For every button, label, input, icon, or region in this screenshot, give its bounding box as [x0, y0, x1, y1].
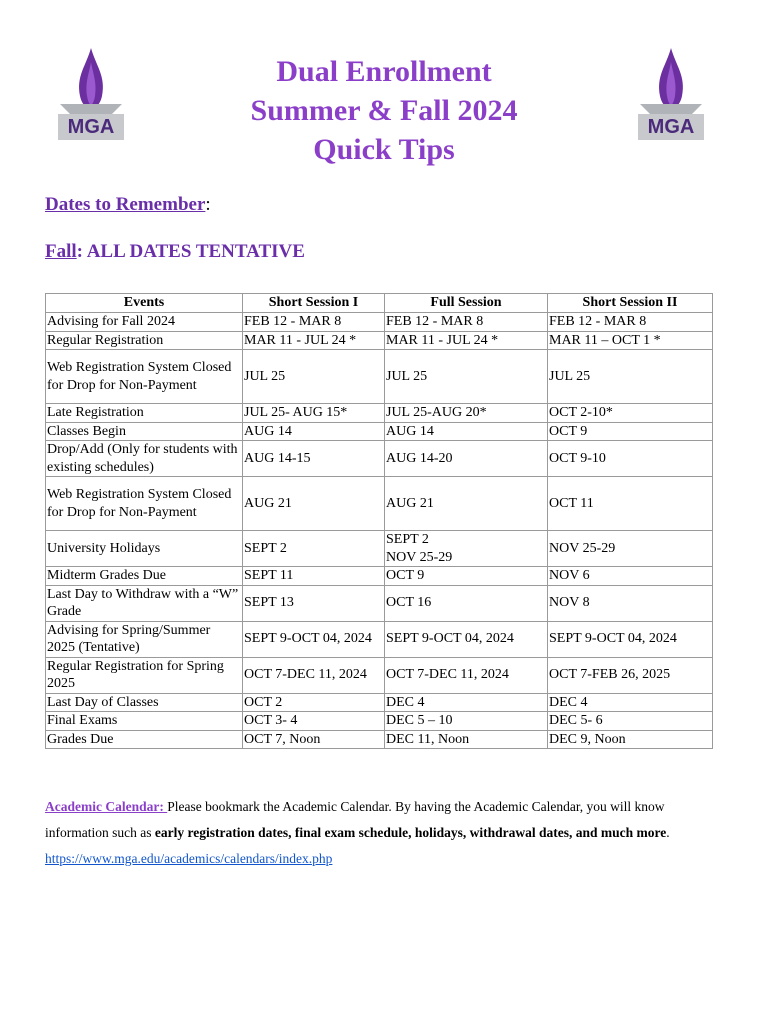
page-title: [160, 52, 608, 169]
dates-table: [45, 293, 713, 749]
table-row: [46, 621, 713, 657]
table-row: [46, 422, 713, 441]
mga-logo-right: [636, 44, 706, 144]
cell-short-session-2: SEPT 9-OCT 04, 2024: [548, 621, 713, 657]
table-row: [46, 477, 713, 531]
fall-heading-rest: : ALL DATES TENTATIVE: [76, 241, 305, 262]
academic-calendar-note: [45, 794, 725, 872]
cell-full-session: MAR 11 - JUL 24 *: [385, 331, 548, 350]
cell-event: University Holidays: [46, 531, 243, 567]
header-events: Events: [46, 294, 243, 313]
table-row: [46, 730, 713, 749]
academic-calendar-link[interactable]: https://www.mga.edu/academics/calendars/index.php: [45, 851, 333, 866]
table-row: [46, 441, 713, 477]
cell-short-session-2: DEC 4: [548, 693, 713, 712]
cell-full-session: AUG 14-20: [385, 441, 548, 477]
cell-event: Regular Registration: [46, 331, 243, 350]
cell-short-session-2: MAR 11 – OCT 1 *: [548, 331, 713, 350]
cell-short-session-2: OCT 2-10*: [548, 404, 713, 423]
table-row: [46, 585, 713, 621]
cell-short-session-1: FEB 12 - MAR 8: [243, 313, 385, 332]
cell-full-session: OCT 7-DEC 11, 2024: [385, 657, 548, 693]
title-line-3: Quick Tips: [313, 133, 455, 166]
table-row: [46, 657, 713, 693]
cell-event: Advising for Fall 2024: [46, 313, 243, 332]
logo-text: MGA: [647, 116, 695, 138]
cell-short-session-2: OCT 11: [548, 477, 713, 531]
cell-short-session-2: OCT 9: [548, 422, 713, 441]
academic-calendar-bold: early registration dates, final exam schedule, holidays, withdrawal dates, and much more: [154, 825, 667, 840]
table-row: [46, 404, 713, 423]
table-row: [46, 531, 713, 567]
logo-text: MGA: [67, 116, 115, 138]
cell-event: Regular Registration for Spring 2025: [46, 657, 243, 693]
table-header-row: [46, 294, 713, 313]
fall-heading: [45, 241, 305, 263]
cell-short-session-2: OCT 7-FEB 26, 2025: [548, 657, 713, 693]
cell-short-session-1: OCT 7-DEC 11, 2024: [243, 657, 385, 693]
table-row: [46, 350, 713, 404]
header-short-session-1: Short Session I: [243, 294, 385, 313]
cell-full-session: FEB 12 - MAR 8: [385, 313, 548, 332]
academic-calendar-text: Please bookmark the Academic Calendar. By having the Academic Calendar, you will know information such as: [45, 799, 665, 840]
cell-short-session-2: OCT 9-10: [548, 441, 713, 477]
table-row: [46, 567, 713, 586]
cell-event: Midterm Grades Due: [46, 567, 243, 586]
cell-short-session-2: JUL 25: [548, 350, 713, 404]
cell-short-session-1: SEPT 13: [243, 585, 385, 621]
cell-event: Late Registration: [46, 404, 243, 423]
cell-short-session-2: DEC 5- 6: [548, 712, 713, 731]
cell-full-session: AUG 21: [385, 477, 548, 531]
header-full-session: Full Session: [385, 294, 548, 313]
table-row: [46, 313, 713, 332]
cell-full-session: SEPT 2 NOV 25-29: [385, 531, 548, 567]
mga-logo-left: [56, 44, 126, 144]
header-short-session-2: Short Session II: [548, 294, 713, 313]
academic-calendar-label: Academic Calendar:: [45, 799, 168, 814]
cell-full-session: JUL 25-AUG 20*: [385, 404, 548, 423]
dates-heading-label: Dates to Remember: [45, 194, 206, 215]
cell-short-session-1: AUG 14-15: [243, 441, 385, 477]
table-row: [46, 693, 713, 712]
cell-event: Grades Due: [46, 730, 243, 749]
cell-short-session-1: OCT 3- 4: [243, 712, 385, 731]
cell-short-session-1: SEPT 11: [243, 567, 385, 586]
cell-short-session-1: SEPT 9-OCT 04, 2024: [243, 621, 385, 657]
dates-to-remember-heading: [45, 194, 211, 216]
cell-event: Last Day of Classes: [46, 693, 243, 712]
cell-full-session: JUL 25: [385, 350, 548, 404]
title-line-1: Dual Enrollment: [276, 55, 492, 88]
cell-short-session-1: JUL 25- AUG 15*: [243, 404, 385, 423]
dates-heading-colon: :: [205, 194, 211, 215]
cell-full-session: DEC 5 – 10: [385, 712, 548, 731]
cell-short-session-1: AUG 14: [243, 422, 385, 441]
fall-heading-label: Fall: [45, 241, 77, 262]
table-row: [46, 712, 713, 731]
cell-short-session-1: JUL 25: [243, 350, 385, 404]
cell-short-session-2: DEC 9, Noon: [548, 730, 713, 749]
cell-event: Classes Begin: [46, 422, 243, 441]
cell-event: Drop/Add (Only for students with existing schedules): [46, 441, 243, 477]
cell-short-session-1: OCT 7, Noon: [243, 730, 385, 749]
cell-full-session: OCT 16: [385, 585, 548, 621]
cell-short-session-2: NOV 6: [548, 567, 713, 586]
table-row: [46, 331, 713, 350]
academic-calendar-period: .: [666, 825, 670, 840]
cell-short-session-1: MAR 11 - JUL 24 *: [243, 331, 385, 350]
cell-full-session: DEC 4: [385, 693, 548, 712]
cell-short-session-1: AUG 21: [243, 477, 385, 531]
cell-full-session: OCT 9: [385, 567, 548, 586]
cell-full-session: SEPT 9-OCT 04, 2024: [385, 621, 548, 657]
cell-full-session: DEC 11, Noon: [385, 730, 548, 749]
cell-event: Web Registration System Closed for Drop for Non-Payment: [46, 477, 243, 531]
cell-short-session-1: OCT 2: [243, 693, 385, 712]
cell-short-session-2: FEB 12 - MAR 8: [548, 313, 713, 332]
cell-short-session-1: SEPT 2: [243, 531, 385, 567]
cell-event: Final Exams: [46, 712, 243, 731]
cell-event: Web Registration System Closed for Drop for Non-Payment: [46, 350, 243, 404]
cell-event: Last Day to Withdraw with a “W” Grade: [46, 585, 243, 621]
cell-event: Advising for Spring/Summer 2025 (Tentative): [46, 621, 243, 657]
cell-full-session: AUG 14: [385, 422, 548, 441]
cell-short-session-2: NOV 25-29: [548, 531, 713, 567]
title-line-2: Summer & Fall 2024: [250, 94, 518, 127]
cell-short-session-2: NOV 8: [548, 585, 713, 621]
